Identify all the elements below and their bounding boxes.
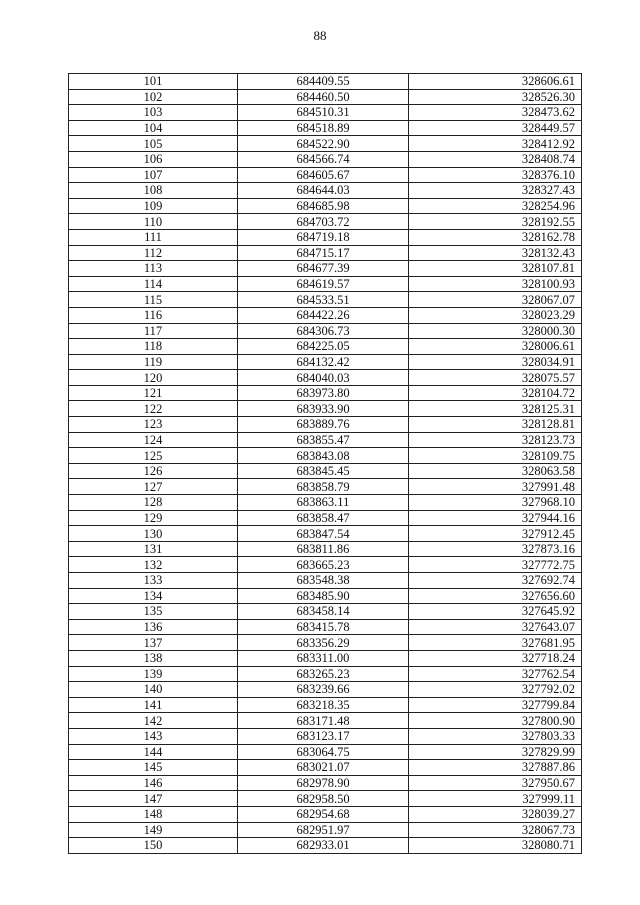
x-coordinate-cell: 684040.03 <box>238 370 409 386</box>
y-coordinate-cell: 327800.90 <box>409 713 582 729</box>
point-number-cell: 123 <box>69 417 238 433</box>
y-coordinate-cell: 328473.62 <box>409 105 582 121</box>
y-coordinate-cell: 328125.31 <box>409 401 582 417</box>
table-row <box>69 838 582 854</box>
y-coordinate-cell: 328327.43 <box>409 183 582 199</box>
y-coordinate-cell: 328376.10 <box>409 167 582 183</box>
table-row <box>69 791 582 807</box>
x-coordinate-cell: 683265.23 <box>238 666 409 682</box>
point-number-cell: 103 <box>69 105 238 121</box>
table-row <box>69 307 582 323</box>
table-row <box>69 214 582 230</box>
x-coordinate-cell: 684518.89 <box>238 120 409 136</box>
table-row <box>69 775 582 791</box>
coordinates-table <box>68 73 582 854</box>
y-coordinate-cell: 327681.95 <box>409 635 582 651</box>
table-row <box>69 183 582 199</box>
y-coordinate-cell: 327643.07 <box>409 619 582 635</box>
table-row <box>69 370 582 386</box>
y-coordinate-cell: 327944.16 <box>409 510 582 526</box>
table-row <box>69 666 582 682</box>
y-coordinate-cell: 328067.73 <box>409 822 582 838</box>
table-row <box>69 541 582 557</box>
x-coordinate-cell: 684409.55 <box>238 74 409 90</box>
x-coordinate-cell: 684306.73 <box>238 323 409 339</box>
x-coordinate-cell: 683973.80 <box>238 385 409 401</box>
point-number-cell: 117 <box>69 323 238 339</box>
table-row <box>69 292 582 308</box>
y-coordinate-cell: 327792.02 <box>409 682 582 698</box>
table-row <box>69 432 582 448</box>
x-coordinate-cell: 683863.11 <box>238 495 409 511</box>
y-coordinate-cell: 327656.60 <box>409 588 582 604</box>
point-number-cell: 127 <box>69 479 238 495</box>
table-row <box>69 604 582 620</box>
point-number-cell: 107 <box>69 167 238 183</box>
x-coordinate-cell: 684522.90 <box>238 136 409 152</box>
y-coordinate-cell: 327968.10 <box>409 495 582 511</box>
y-coordinate-cell: 328034.91 <box>409 354 582 370</box>
page-number: 88 <box>313 28 327 43</box>
y-coordinate-cell: 327991.48 <box>409 479 582 495</box>
y-coordinate-cell: 328109.75 <box>409 448 582 464</box>
table-row <box>69 510 582 526</box>
y-coordinate-cell: 328606.61 <box>409 74 582 90</box>
point-number-cell: 124 <box>69 432 238 448</box>
x-coordinate-cell: 684719.18 <box>238 229 409 245</box>
y-coordinate-cell: 328107.81 <box>409 261 582 277</box>
point-number-cell: 115 <box>69 292 238 308</box>
point-number-cell: 122 <box>69 401 238 417</box>
table-row <box>69 463 582 479</box>
y-coordinate-cell: 328067.07 <box>409 292 582 308</box>
x-coordinate-cell: 684644.03 <box>238 183 409 199</box>
table-row <box>69 822 582 838</box>
table-row <box>69 697 582 713</box>
y-coordinate-cell: 328132.43 <box>409 245 582 261</box>
x-coordinate-cell: 683855.47 <box>238 432 409 448</box>
y-coordinate-cell: 327718.24 <box>409 650 582 666</box>
point-number-cell: 106 <box>69 151 238 167</box>
table-row <box>69 167 582 183</box>
y-coordinate-cell: 328104.72 <box>409 385 582 401</box>
table-row <box>69 619 582 635</box>
x-coordinate-cell: 684685.98 <box>238 198 409 214</box>
x-coordinate-cell: 683485.90 <box>238 588 409 604</box>
point-number-cell: 138 <box>69 650 238 666</box>
point-number-cell: 109 <box>69 198 238 214</box>
point-number-cell: 147 <box>69 791 238 807</box>
x-coordinate-cell: 683239.66 <box>238 682 409 698</box>
point-number-cell: 133 <box>69 573 238 589</box>
y-coordinate-cell: 327772.75 <box>409 557 582 573</box>
point-number-cell: 110 <box>69 214 238 230</box>
table-row <box>69 354 582 370</box>
x-coordinate-cell: 683889.76 <box>238 417 409 433</box>
table-row <box>69 401 582 417</box>
x-coordinate-cell: 683843.08 <box>238 448 409 464</box>
point-number-cell: 137 <box>69 635 238 651</box>
y-coordinate-cell: 328449.57 <box>409 120 582 136</box>
table-row <box>69 728 582 744</box>
point-number-cell: 112 <box>69 245 238 261</box>
table-row <box>69 682 582 698</box>
point-number-cell: 102 <box>69 89 238 105</box>
x-coordinate-cell: 683548.38 <box>238 573 409 589</box>
point-number-cell: 142 <box>69 713 238 729</box>
point-number-cell: 143 <box>69 728 238 744</box>
table-row <box>69 650 582 666</box>
x-coordinate-cell: 684619.57 <box>238 276 409 292</box>
table-row <box>69 323 582 339</box>
point-number-cell: 121 <box>69 385 238 401</box>
table-row <box>69 744 582 760</box>
table-row <box>69 120 582 136</box>
point-number-cell: 126 <box>69 463 238 479</box>
table-row <box>69 229 582 245</box>
table-row <box>69 479 582 495</box>
table-row <box>69 713 582 729</box>
point-number-cell: 150 <box>69 838 238 854</box>
table-row <box>69 261 582 277</box>
x-coordinate-cell: 683356.29 <box>238 635 409 651</box>
point-number-cell: 149 <box>69 822 238 838</box>
y-coordinate-cell: 328128.81 <box>409 417 582 433</box>
y-coordinate-cell: 328254.96 <box>409 198 582 214</box>
y-coordinate-cell: 327912.45 <box>409 526 582 542</box>
point-number-cell: 135 <box>69 604 238 620</box>
x-coordinate-cell: 684422.26 <box>238 307 409 323</box>
point-number-cell: 113 <box>69 261 238 277</box>
point-number-cell: 140 <box>69 682 238 698</box>
y-coordinate-cell: 328192.55 <box>409 214 582 230</box>
table-row <box>69 557 582 573</box>
y-coordinate-cell: 327829.99 <box>409 744 582 760</box>
y-coordinate-cell: 328412.92 <box>409 136 582 152</box>
point-number-cell: 105 <box>69 136 238 152</box>
x-coordinate-cell: 683858.47 <box>238 510 409 526</box>
point-number-cell: 119 <box>69 354 238 370</box>
table-row <box>69 448 582 464</box>
point-number-cell: 144 <box>69 744 238 760</box>
table-row <box>69 573 582 589</box>
x-coordinate-cell: 684703.72 <box>238 214 409 230</box>
x-coordinate-cell: 683933.90 <box>238 401 409 417</box>
table-row <box>69 526 582 542</box>
y-coordinate-cell: 327692.74 <box>409 573 582 589</box>
x-coordinate-cell: 684225.05 <box>238 339 409 355</box>
x-coordinate-cell: 682951.97 <box>238 822 409 838</box>
y-coordinate-cell: 328039.27 <box>409 806 582 822</box>
point-number-cell: 104 <box>69 120 238 136</box>
x-coordinate-cell: 683064.75 <box>238 744 409 760</box>
y-coordinate-cell: 327873.16 <box>409 541 582 557</box>
point-number-cell: 146 <box>69 775 238 791</box>
y-coordinate-cell: 327803.33 <box>409 728 582 744</box>
table-row <box>69 495 582 511</box>
table-row <box>69 89 582 105</box>
table-row <box>69 198 582 214</box>
y-coordinate-cell: 327999.11 <box>409 791 582 807</box>
y-coordinate-cell: 328023.29 <box>409 307 582 323</box>
x-coordinate-cell: 684510.31 <box>238 105 409 121</box>
point-number-cell: 128 <box>69 495 238 511</box>
y-coordinate-cell: 327645.92 <box>409 604 582 620</box>
y-coordinate-cell: 327887.86 <box>409 760 582 776</box>
point-number-cell: 134 <box>69 588 238 604</box>
point-number-cell: 145 <box>69 760 238 776</box>
x-coordinate-cell: 682933.01 <box>238 838 409 854</box>
point-number-cell: 129 <box>69 510 238 526</box>
x-coordinate-cell: 682958.50 <box>238 791 409 807</box>
point-number-cell: 116 <box>69 307 238 323</box>
y-coordinate-cell: 328000.30 <box>409 323 582 339</box>
table-row <box>69 74 582 90</box>
x-coordinate-cell: 684677.39 <box>238 261 409 277</box>
x-coordinate-cell: 683458.14 <box>238 604 409 620</box>
y-coordinate-cell: 328080.71 <box>409 838 582 854</box>
x-coordinate-cell: 684132.42 <box>238 354 409 370</box>
table-row <box>69 276 582 292</box>
x-coordinate-cell: 684566.74 <box>238 151 409 167</box>
x-coordinate-cell: 683415.78 <box>238 619 409 635</box>
y-coordinate-cell: 328063.58 <box>409 463 582 479</box>
table-row <box>69 245 582 261</box>
y-coordinate-cell: 328100.93 <box>409 276 582 292</box>
point-number-cell: 118 <box>69 339 238 355</box>
table-row <box>69 635 582 651</box>
point-number-cell: 108 <box>69 183 238 199</box>
x-coordinate-cell: 684460.50 <box>238 89 409 105</box>
point-number-cell: 114 <box>69 276 238 292</box>
point-number-cell: 101 <box>69 74 238 90</box>
y-coordinate-cell: 328526.30 <box>409 89 582 105</box>
x-coordinate-cell: 684715.17 <box>238 245 409 261</box>
y-coordinate-cell: 328408.74 <box>409 151 582 167</box>
x-coordinate-cell: 683218.35 <box>238 697 409 713</box>
table-row <box>69 588 582 604</box>
table-row <box>69 105 582 121</box>
point-number-cell: 132 <box>69 557 238 573</box>
y-coordinate-cell: 327799.84 <box>409 697 582 713</box>
point-number-cell: 139 <box>69 666 238 682</box>
x-coordinate-cell: 683811.86 <box>238 541 409 557</box>
x-coordinate-cell: 682978.90 <box>238 775 409 791</box>
table-row <box>69 136 582 152</box>
point-number-cell: 148 <box>69 806 238 822</box>
x-coordinate-cell: 683171.48 <box>238 713 409 729</box>
x-coordinate-cell: 684533.51 <box>238 292 409 308</box>
x-coordinate-cell: 683847.54 <box>238 526 409 542</box>
point-number-cell: 111 <box>69 229 238 245</box>
point-number-cell: 131 <box>69 541 238 557</box>
y-coordinate-cell: 328006.61 <box>409 339 582 355</box>
x-coordinate-cell: 683021.07 <box>238 760 409 776</box>
point-number-cell: 136 <box>69 619 238 635</box>
point-number-cell: 141 <box>69 697 238 713</box>
x-coordinate-cell: 684605.67 <box>238 167 409 183</box>
point-number-cell: 130 <box>69 526 238 542</box>
table-row <box>69 385 582 401</box>
y-coordinate-cell: 327762.54 <box>409 666 582 682</box>
x-coordinate-cell: 683845.45 <box>238 463 409 479</box>
x-coordinate-cell: 683858.79 <box>238 479 409 495</box>
table-row <box>69 806 582 822</box>
y-coordinate-cell: 328162.78 <box>409 229 582 245</box>
point-number-cell: 125 <box>69 448 238 464</box>
y-coordinate-cell: 327950.67 <box>409 775 582 791</box>
y-coordinate-cell: 328075.57 <box>409 370 582 386</box>
x-coordinate-cell: 682954.68 <box>238 806 409 822</box>
table-row <box>69 760 582 776</box>
table-row <box>69 339 582 355</box>
x-coordinate-cell: 683665.23 <box>238 557 409 573</box>
x-coordinate-cell: 683123.17 <box>238 728 409 744</box>
table-row <box>69 417 582 433</box>
y-coordinate-cell: 328123.73 <box>409 432 582 448</box>
coordinates-table-body <box>69 74 582 854</box>
table-row <box>69 151 582 167</box>
x-coordinate-cell: 683311.00 <box>238 650 409 666</box>
point-number-cell: 120 <box>69 370 238 386</box>
